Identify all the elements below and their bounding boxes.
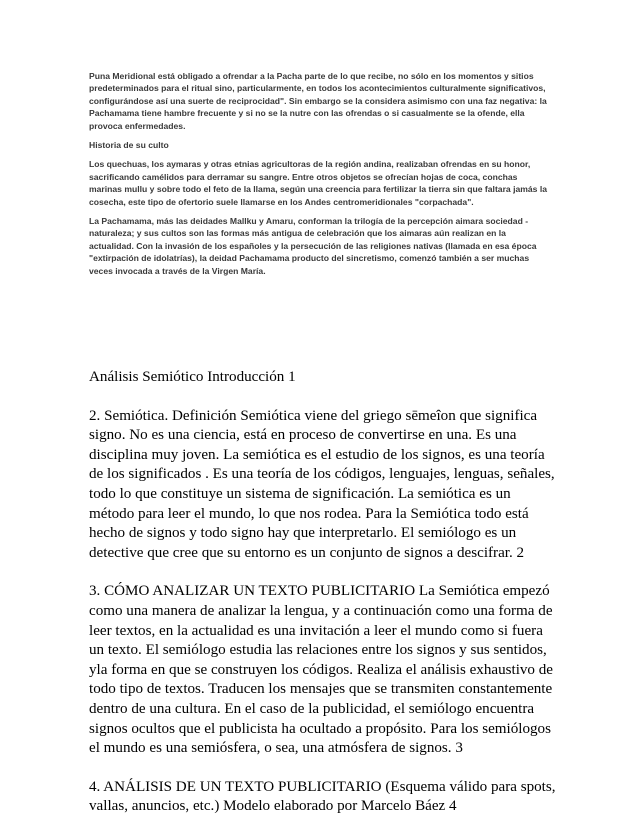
paragraph-ofrendas: Los quechuas, los aymaras y otras etnias agricultoras de la región andina, realizaban ofrendas en su honor, sacrificando camélidos para derramar su sangre. Entre otros objetos se ofrecían hojas de coca, conchas marinas mullu y sobre todo el feto de la llama, según una creencia para fertilizar la tierra sin que faltara jamás la cosecha, este tipo de ofertorio suele llamarse en los Andes centromeridionales "corpachada". — [89, 159, 548, 207]
semiotic-analysis-section — [89, 368, 559, 836]
paragraph-analisis-texto-publicitario: 4. ANÁLISIS DE UN TEXTO PUBLICITARIO (Esquema válido para spots, vallas, anuncios, etc.) Modelo elaborado por Marcelo Báez 4 — [89, 778, 556, 815]
pachamama-text-section — [89, 70, 549, 284]
heading-analisis-semiotico: Análisis Semiótico Introducción 1 — [89, 369, 296, 385]
paragraph-semiotica-definicion: 2. Semiótica. Definición Semiótica viene del griego sēmeîon que significa signo. No es una ciencia, está en proceso de convertirse en una. Es una disciplina muy joven. La semiótica es el estudio de los signos, es una teoría de los significados . Es una teoría de los códigos, lenguajes, lenguas, señales, todo lo que constituye un sistema de significación. La semiótica es un método para leer el mundo, lo que nos rodea. Para la Semiótica todo está hecho de signos y todo signo hay que interpretarlo. El semiólogo es un detective que cree que su entorno es un conjunto de signos a descifrar. 2 — [89, 407, 555, 561]
paragraph-pacha-reciprocity: Puna Meridional está obligado a ofrendar a la Pacha parte de lo que recibe, no sólo en los momentos y sitios predeterminados para el ritual sino, particularmente, en todos los acontecimientos culturalmente significativos, configurándose así una suerte de reciprocidad". Sin embargo se la considera asimismo con una faz negativa: la Pachamama tiene hambre frecuente y si no se la nutre con las ofrendas o si casualmente se la ofende, ella provoca enfermedades. — [89, 71, 547, 131]
heading-historia-culto: Historia de su culto — [89, 140, 169, 151]
paragraph-trilogia: La Pachamama, más las deidades Mallku y Amaru, conforman la trilogía de la percepción aimara sociedad - naturaleza; y sus cultos son las formas más antigua de celebración que los aimaras aún realizan en la actualidad. Con la invasión de los españoles y la persecución de las religiones nativas (llamada en esa época "extirpación de idolatrías), la deidad Pachamama producto del sincretismo, comenzó también a ser muchas veces invocada a través de la Virgen María. — [89, 216, 537, 276]
paragraph-como-analizar: 3. CÓMO ANALIZAR UN TEXTO PUBLICITARIO La Semiótica empezó como una manera de analizar la lengua, y a continuación como una forma de leer textos, en la actualidad es una invitación a leer el mundo como si fuera un texto. El semiólogo estudia las relaciones entre los signos y sus sentidos, yla forma en que se construyen los códigos. Realiza el análisis exhaustivo de todo tipo de textos. Traducen los mensajes que se transmiten constantemente dentro de una cultura. En el caso de la publicidad, el semiólogo encuentra signos ocultos que el publicista ha ocultado a propósito. Para los semiólogos el mundo es una semiósfera, o sea, una atmósfera de signos. 3 — [89, 583, 554, 757]
